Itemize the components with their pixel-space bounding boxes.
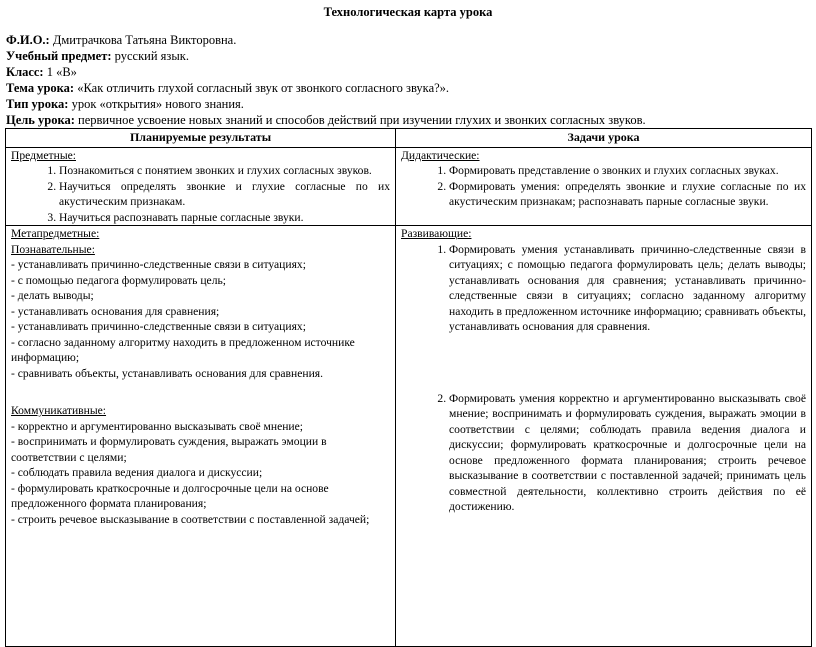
col-header-results: Планируемые результаты: [6, 129, 396, 148]
list-item: - с помощью педагога формулировать цель;: [11, 273, 226, 287]
didactic-tasks-cell: [396, 147, 812, 226]
developing-tasks-label: Развивающие:: [401, 227, 472, 240]
developing-tasks-cell: [396, 226, 812, 647]
subject-results-list: [11, 163, 390, 225]
developing-tasks-list: [401, 242, 806, 515]
list-item: 2. Научиться определять звонкие и глухие согласные по их акустическим признакам.: [59, 179, 390, 210]
list-item: - устанавливать причинно-следственные связи в ситуациях;: [11, 258, 306, 271]
list-item: - формулировать краткосрочные и долгосрочные цели на основе предложенного формата планирования;: [11, 481, 329, 510]
meta-type: Тип урока: урок «открытия» нового знания.: [6, 97, 244, 111]
col-header-tasks: Задачи урока: [396, 129, 812, 148]
list-item: 1. Формировать умения устанавливать причинно-следственные связи в ситуациях; с помощью педагога формулировать цель; делать выводы; устанавливать основания для сравнения; устанавливать причинно-следственные связи в ситуациях; согласно заданному алгоритму находить в предложенном источнике информацию; сравнивать объекты, устанавливать основания для сравнения.: [449, 242, 806, 335]
meta-results-label: Метапредметные:: [11, 227, 100, 240]
list-item: - согласно заданному алгоритму находить в предложенном источнике информацию;: [11, 335, 355, 364]
list-item: - соблюдать правила ведения диалога и дискуссии;: [11, 466, 263, 479]
communicative-label: Коммуникативные:: [11, 404, 107, 417]
meta-topic: Тема урока: «Как отличить глухой согласный звук от звонкого согласного звука?».: [6, 81, 450, 95]
meta-class: Класс: 1 «В»: [6, 65, 77, 79]
meta-goal: Цель урока: первичное усвоение новых знаний и способов действий при изучении глухих и звонких согласных звуков.: [6, 113, 646, 127]
list-item: - устанавливать основания для сравнения;: [11, 304, 220, 318]
list-item: 3. Научиться распознавать парные согласные звуки.: [59, 210, 390, 226]
subject-results-label: Предметные:: [11, 148, 76, 162]
meta-subject: Учебный предмет: русский язык.: [6, 49, 189, 63]
document-title: Технологическая карта урока: [323, 5, 493, 19]
list-item: 1. Формировать представление о звонких и глухих согласных звуках.: [449, 163, 806, 179]
subject-results-cell: [6, 147, 396, 226]
list-item: - корректно и аргументированно высказывать своё мнение;: [11, 419, 303, 433]
list-item: 1. Познакомиться с понятием звонких и глухих согласных звуков.: [59, 163, 390, 179]
list-item: - сравнивать объекты, устанавливать основания для сравнения.: [11, 366, 324, 380]
list-item: - устанавливать причинно-следственные связи в ситуациях;: [11, 320, 306, 333]
list-item: - строить речевое высказывание в соответствии с поставленной задачей;: [11, 512, 370, 526]
list-item: - воспринимать и формулировать суждения, выражать эмоции в соответствии с целями;: [11, 435, 327, 464]
didactic-tasks-list: [401, 163, 806, 210]
meta-results-cell: [6, 226, 396, 647]
list-item: - делать выводы;: [11, 289, 94, 302]
cognitive-label: Познавательные:: [11, 242, 95, 256]
didactic-tasks-label: Дидактические:: [401, 148, 480, 162]
lesson-table: [5, 128, 812, 647]
list-item: 2. Формировать умения корректно и аргументированно высказывать своё мнение; воспринимать и формулировать суждения, выражать эмоции в соответствии с целями; соблюдать правила ведения диалога и дискуссии; формулировать краткосрочные и долгосрочные цели на основе предложенного формата планирования; строить речевое высказывание в соответствии с поставленной задачей; принимать цель совместной деятельности, коллективно строить действия по её достижению.: [449, 391, 806, 515]
list-item: 2. Формировать умения: определять звонкие и глухие согласные по их акустическим признакам; распознавать парные согласные звуки.: [449, 179, 806, 210]
meta-fio: Ф.И.О.: Дмитрачкова Татьяна Викторовна.: [6, 33, 237, 47]
